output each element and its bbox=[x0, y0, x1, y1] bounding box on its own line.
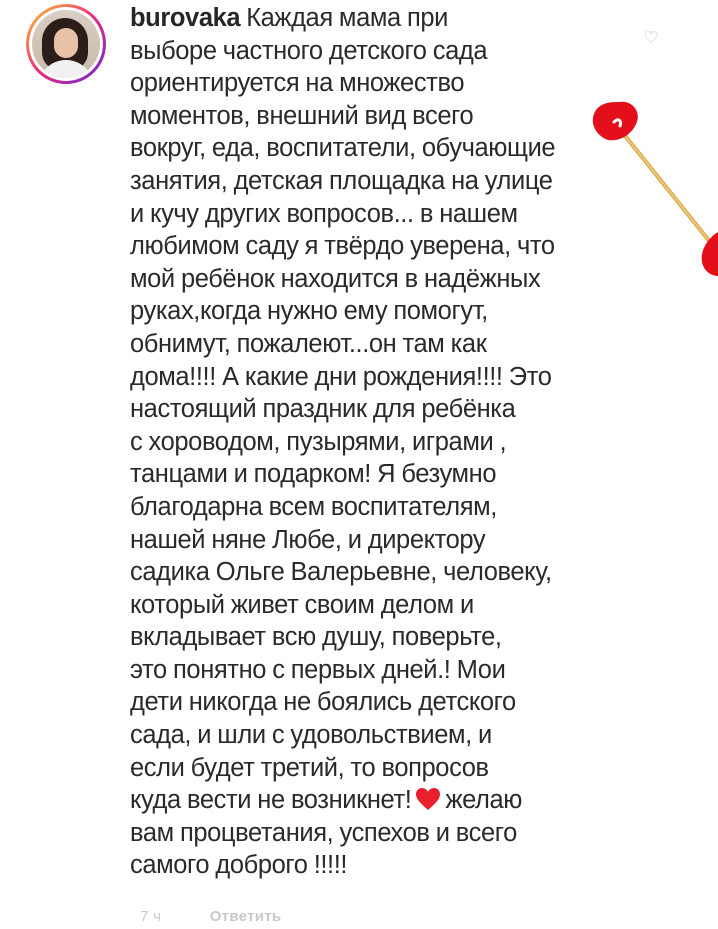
comment-line: вокруг, еда, воспитатели, обучающие bbox=[130, 134, 556, 163]
comment-line: руках,когда нужно ему помогут, bbox=[130, 297, 488, 326]
comment-line: обнимут, пожалеют...он там как bbox=[130, 329, 487, 358]
comment-line: садика Ольге Валерьевне, человеку, bbox=[130, 558, 552, 587]
comment-line: нашей няне Любе, и директору bbox=[130, 525, 486, 554]
comment-line: и кучу других вопросов... в нашем bbox=[130, 199, 518, 228]
comment-line-text: куда вести не возникнет! bbox=[130, 786, 412, 815]
avatar-face bbox=[54, 28, 78, 58]
comment-line: настоящий праздник для ребёнка bbox=[130, 395, 516, 424]
comment-line: танцами и подарком! Я безумно bbox=[130, 460, 497, 489]
red-pushpin-icon bbox=[584, 92, 718, 292]
comment-line: с хороводом, пузырями, играми , bbox=[130, 427, 507, 456]
comment-time: 7 ч bbox=[140, 908, 162, 925]
comment-line: любимом саду я твёрдо уверена, что bbox=[130, 232, 555, 261]
comment-line-text: желаю bbox=[445, 786, 523, 815]
comment-line: выборе частного детского сада bbox=[130, 36, 488, 65]
comment-line: который живет своим делом и bbox=[130, 590, 474, 619]
avatar-photo bbox=[32, 10, 100, 78]
red-heart-icon bbox=[415, 787, 441, 811]
comment-line: занятия, детская площадка на улице bbox=[130, 166, 553, 195]
comment-line bbox=[130, 784, 620, 817]
comment-line-text: Каждая мама при bbox=[246, 4, 448, 32]
comment-line: благодарна всем воспитателям, bbox=[130, 492, 497, 521]
avatar-ring-gap bbox=[29, 7, 103, 81]
reply-button[interactable]: Ответить bbox=[209, 908, 282, 925]
comment-line: ориентируется на множество bbox=[130, 69, 465, 98]
comment-line: дома!!!! А какие дни рождения!!!! Это bbox=[130, 362, 552, 391]
comment-line: это понятно с первых дней.! Мои bbox=[130, 655, 506, 684]
comment-line: сада, и шли с удовольствием, и bbox=[130, 721, 492, 750]
comment-line: дети никогда не боялись детского bbox=[130, 688, 516, 717]
comment-text bbox=[130, 2, 620, 882]
comment-line: моментов, внешний вид всего bbox=[130, 101, 474, 130]
username[interactable]: burovaka bbox=[130, 4, 241, 32]
avatar[interactable] bbox=[26, 4, 106, 84]
comment-line bbox=[130, 2, 620, 35]
comment-line: вам процветания, успехов и всего bbox=[130, 818, 517, 847]
comment-line: если будет третий, то вопросов bbox=[130, 753, 489, 782]
heart-outline-icon[interactable] bbox=[644, 30, 658, 44]
comment-footer bbox=[140, 908, 281, 925]
comment-line: вкладывает всю душу, поверьте, bbox=[130, 623, 502, 652]
comment-line: мой ребёнок находится в надёжных bbox=[130, 264, 541, 293]
comment-line: самого доброго !!!!! bbox=[130, 851, 348, 880]
